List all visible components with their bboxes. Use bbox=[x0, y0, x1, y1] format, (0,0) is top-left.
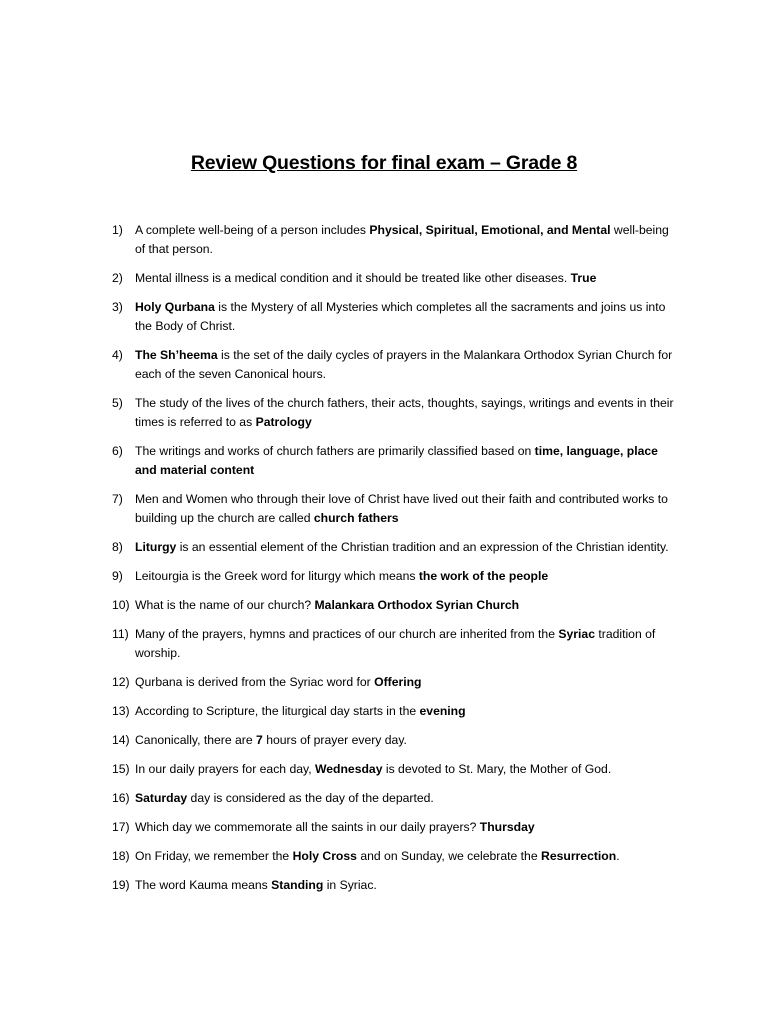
answer-text: 7 bbox=[256, 733, 263, 747]
question-segment: well-being of that person. bbox=[135, 223, 669, 256]
question-text bbox=[135, 789, 682, 808]
question-segment: What is the name of our church? bbox=[135, 598, 315, 612]
answer-text: evening bbox=[419, 704, 466, 718]
question-text bbox=[135, 847, 682, 866]
question-segment: in Syriac. bbox=[323, 878, 377, 892]
question-item bbox=[112, 538, 682, 557]
answer-text: The Sh’heema bbox=[135, 348, 218, 362]
question-number: 19) bbox=[112, 878, 130, 892]
answer-text: Patrology bbox=[255, 415, 312, 429]
question-text bbox=[135, 760, 682, 779]
question-number: 17) bbox=[112, 820, 130, 834]
answer-text: Liturgy bbox=[135, 540, 177, 554]
question-segment: is the set of the daily cycles of prayers in the Malankara Orthodox Syrian Church for each of the seven Canonical hours. bbox=[135, 348, 673, 381]
question-item bbox=[112, 490, 682, 528]
question-segment: is the Mystery of all Mysteries which completes all the sacraments and joins us into the Body of Christ. bbox=[135, 300, 666, 333]
question-segment: According to Scripture, the liturgical day starts in the bbox=[135, 704, 420, 718]
question-text bbox=[135, 567, 682, 586]
question-number: 6) bbox=[112, 444, 123, 458]
question-text bbox=[135, 673, 682, 692]
question-text bbox=[135, 221, 682, 259]
question-number: 14) bbox=[112, 733, 130, 747]
question-text bbox=[135, 490, 682, 528]
answer-text: Physical, Spiritual, Emotional, and Mental bbox=[369, 223, 611, 237]
question-item bbox=[112, 346, 682, 384]
question-text bbox=[135, 346, 682, 384]
question-segment: is an essential element of the Christian tradition and an expression of the Christian identity. bbox=[176, 540, 669, 554]
question-text bbox=[135, 538, 682, 557]
question-item bbox=[112, 298, 682, 336]
question-text bbox=[135, 731, 682, 750]
question-segment: tradition of worship. bbox=[135, 627, 656, 660]
question-item bbox=[112, 269, 682, 288]
question-segment: The study of the lives of the church fathers, their acts, thoughts, sayings, writings and events in their times is referred to as bbox=[135, 396, 674, 429]
answer-text: Holy Cross bbox=[292, 849, 357, 863]
question-number: 8) bbox=[112, 540, 123, 554]
question-segment: Many of the prayers, hymns and practices of our church are inherited from the bbox=[135, 627, 559, 641]
question-text bbox=[135, 442, 682, 480]
question-number: 3) bbox=[112, 300, 123, 314]
question-list bbox=[112, 221, 682, 905]
answer-text: True bbox=[570, 271, 597, 285]
question-segment: Which day we commemorate all the saints in our daily prayers? bbox=[135, 820, 480, 834]
question-item bbox=[112, 394, 682, 432]
question-item bbox=[112, 876, 682, 895]
question-item bbox=[112, 760, 682, 779]
question-text bbox=[135, 876, 682, 895]
question-number: 16) bbox=[112, 791, 130, 805]
question-number: 9) bbox=[112, 569, 123, 583]
question-text bbox=[135, 596, 682, 615]
question-item bbox=[112, 567, 682, 586]
question-segment: Men and Women who through their love of Christ have lived out their faith and contributed works to building up the church are called bbox=[135, 492, 668, 525]
answer-text: the work of the people bbox=[418, 569, 549, 583]
answer-text: Syriac bbox=[558, 627, 595, 641]
question-segment: The word Kauma means bbox=[135, 878, 272, 892]
question-text bbox=[135, 394, 682, 432]
question-segment: On Friday, we remember the bbox=[135, 849, 293, 863]
question-segment: is devoted to St. Mary, the Mother of God. bbox=[382, 762, 612, 776]
question-item bbox=[112, 596, 682, 615]
answer-text: Saturday bbox=[135, 791, 188, 805]
question-number: 7) bbox=[112, 492, 123, 506]
answer-text: Holy Qurbana bbox=[135, 300, 215, 314]
question-number: 4) bbox=[112, 348, 123, 362]
question-number: 5) bbox=[112, 396, 123, 410]
question-number: 13) bbox=[112, 704, 130, 718]
question-item bbox=[112, 847, 682, 866]
question-item bbox=[112, 442, 682, 480]
question-segment: hours of prayer every day. bbox=[262, 733, 407, 747]
question-number: 11) bbox=[112, 627, 129, 641]
question-segment: . bbox=[616, 849, 620, 863]
question-segment: Leitourgia is the Greek word for liturgy which means bbox=[135, 569, 419, 583]
question-segment: and on Sunday, we celebrate the bbox=[356, 849, 542, 863]
answer-text: Wednesday bbox=[314, 762, 383, 776]
question-number: 2) bbox=[112, 271, 123, 285]
question-number: 12) bbox=[112, 675, 130, 689]
answer-text: Resurrection bbox=[541, 849, 617, 863]
question-item bbox=[112, 221, 682, 259]
page-title: Review Questions for final exam – Grade 8 bbox=[190, 152, 578, 174]
question-text bbox=[135, 298, 682, 336]
question-item bbox=[112, 731, 682, 750]
question-number: 15) bbox=[112, 762, 130, 776]
question-text bbox=[135, 269, 682, 288]
question-segment: Mental illness is a medical condition and it should be treated like other diseases. bbox=[135, 271, 571, 285]
answer-text: Offering bbox=[374, 675, 422, 689]
question-number: 1) bbox=[112, 223, 123, 237]
question-segment: Canonically, there are bbox=[135, 733, 257, 747]
question-text bbox=[135, 625, 682, 663]
question-segment: day is considered as the day of the departed. bbox=[187, 791, 434, 805]
answer-text: Malankara Orthodox Syrian Church bbox=[314, 598, 520, 612]
question-segment: A complete well-being of a person includes bbox=[135, 223, 370, 237]
question-item bbox=[112, 789, 682, 808]
question-item bbox=[112, 673, 682, 692]
question-number: 10) bbox=[112, 598, 130, 612]
answer-text: Thursday bbox=[479, 820, 535, 834]
answer-text: time, language, place and material content bbox=[135, 444, 658, 477]
question-item bbox=[112, 625, 682, 663]
question-segment: The writings and works of church fathers are primarily classified based on bbox=[135, 444, 535, 458]
question-segment: In our daily prayers for each day, bbox=[135, 762, 315, 776]
answer-text: Standing bbox=[271, 878, 324, 892]
question-segment: Qurbana is derived from the Syriac word for bbox=[135, 675, 375, 689]
question-number: 18) bbox=[112, 849, 130, 863]
question-text bbox=[135, 818, 682, 837]
question-text bbox=[135, 702, 682, 721]
question-item bbox=[112, 702, 682, 721]
question-item bbox=[112, 818, 682, 837]
answer-text: church fathers bbox=[313, 511, 399, 525]
